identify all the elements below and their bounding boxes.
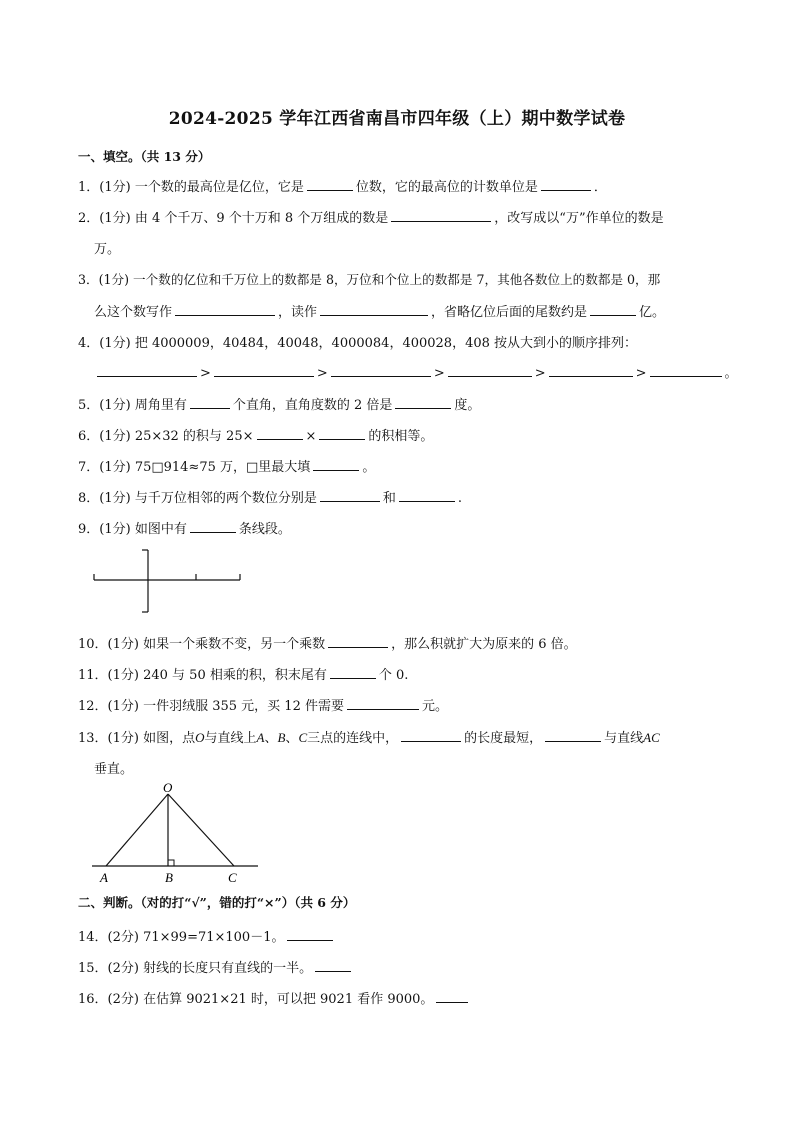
- segment-oc: [168, 794, 234, 866]
- answer-blank[interactable]: [320, 303, 428, 316]
- question-1: 1．(1分) 一个数的最高位是亿位，它是 位数，它的最高位的计数单位是 ．: [78, 180, 607, 195]
- right-angle-mark: [168, 860, 174, 866]
- question-4: 4．(1分) 把 4000009，40484，40048，4000084，400028，408 按从大到小的顺序排列：: [78, 336, 638, 351]
- segment-oa: [106, 794, 168, 866]
- label-c: C: [228, 870, 237, 885]
- answer-blank[interactable]: [330, 666, 376, 679]
- answer-blank[interactable]: [331, 364, 431, 377]
- figure-line-segments: [88, 546, 248, 616]
- question-2-continued: 万。: [94, 242, 121, 257]
- section-heading-judgment: 二、判断。（对的打“√”，错的打“×”）（共 6 分）: [78, 895, 356, 910]
- answer-blank[interactable]: [320, 489, 380, 502]
- question-6: 6．(1分) 25×32 的积与 25× × 的积相等。: [78, 429, 434, 444]
- answer-blank[interactable]: [190, 520, 236, 533]
- question-10: 10．(1分) 如果一个乘数不变，另一个乘数 ，那么积就扩大为原来的 6 倍。: [78, 637, 577, 652]
- question-11: 11．(1分) 240 与 50 相乘的积，积末尾有 个 0.: [78, 668, 409, 683]
- question-16: 16．(2分) 在估算 9021×21 时，可以把 9021 看作 9000。: [78, 988, 471, 1007]
- answer-blank[interactable]: [590, 303, 636, 316]
- answer-blank[interactable]: [545, 729, 601, 742]
- section-heading-fill-in: 一、填空。（共 13 分）: [78, 149, 211, 164]
- answer-blank[interactable]: [541, 178, 591, 191]
- answer-blank[interactable]: [214, 364, 314, 377]
- answer-blank[interactable]: [549, 364, 633, 377]
- question-15: 15．(2分) 射线的长度只有直线的一半。: [78, 957, 354, 976]
- answer-blank[interactable]: [175, 303, 275, 316]
- answer-blank[interactable]: [190, 396, 230, 409]
- answer-blank[interactable]: [401, 729, 461, 742]
- answer-blank[interactable]: [347, 697, 419, 710]
- answer-blank[interactable]: [448, 364, 532, 377]
- label-a: A: [100, 870, 108, 885]
- question-2: 2．(1分) 由 4 个千万、9 个十万和 8 个万组成的数是 ，改写成以“万”作单位的数是: [78, 211, 664, 226]
- answer-blank[interactable]: [97, 364, 197, 377]
- answer-blank[interactable]: [650, 364, 722, 377]
- answer-blank[interactable]: [328, 635, 388, 648]
- question-4-ordering: > > > > > 。: [94, 362, 738, 381]
- page-title: 2024-2025 学年江西省南昌市四年级（上）期中数学试卷: [168, 109, 626, 129]
- question-12: 12．(1分) 一件羽绒服 355 元，买 12 件需要 元。: [78, 699, 448, 714]
- answer-blank[interactable]: [287, 928, 333, 941]
- question-3: 3．(1分) 一个数的亿位和千万位上的数都是 8，万位和个位上的数都是 7，其他各数位上的数都是 0，那: [78, 272, 661, 287]
- answer-blank[interactable]: [307, 178, 353, 191]
- question-8: 8．(1分) 与千万位相邻的两个数位分别是 和 .: [78, 491, 462, 506]
- question-13: 13．(1分) 如图，点O与直线上A、B、C三点的连线中， 的长度最短， 与直线AC: [78, 730, 660, 746]
- label-b: B: [165, 870, 173, 885]
- answer-blank[interactable]: [315, 959, 351, 972]
- question-5: 5．(1分) 周角里有 个直角，直角度数的 2 倍是 度。: [78, 398, 481, 413]
- question-13-continued: 垂直。: [94, 762, 134, 777]
- answer-blank[interactable]: [399, 489, 455, 502]
- question-3-continued: 么这个数写作 ，读作 ，省略亿位后面的尾数约是 亿。: [94, 305, 666, 320]
- question-9: 9．(1分) 如图中有 条线段。: [78, 522, 291, 537]
- figure-triangle-oabc: [88, 782, 268, 886]
- question-7: 7．(1分) 75□914≈75 万，□里最大填 。: [78, 460, 376, 475]
- label-o: O: [163, 782, 173, 795]
- answer-blank[interactable]: [319, 427, 365, 440]
- question-14: 14．(2分) 71×99=71×100－1。: [78, 926, 336, 945]
- answer-blank[interactable]: [257, 427, 303, 440]
- answer-blank[interactable]: [391, 209, 491, 222]
- answer-blank[interactable]: [395, 396, 451, 409]
- answer-blank[interactable]: [436, 990, 468, 1003]
- answer-blank[interactable]: [313, 458, 359, 471]
